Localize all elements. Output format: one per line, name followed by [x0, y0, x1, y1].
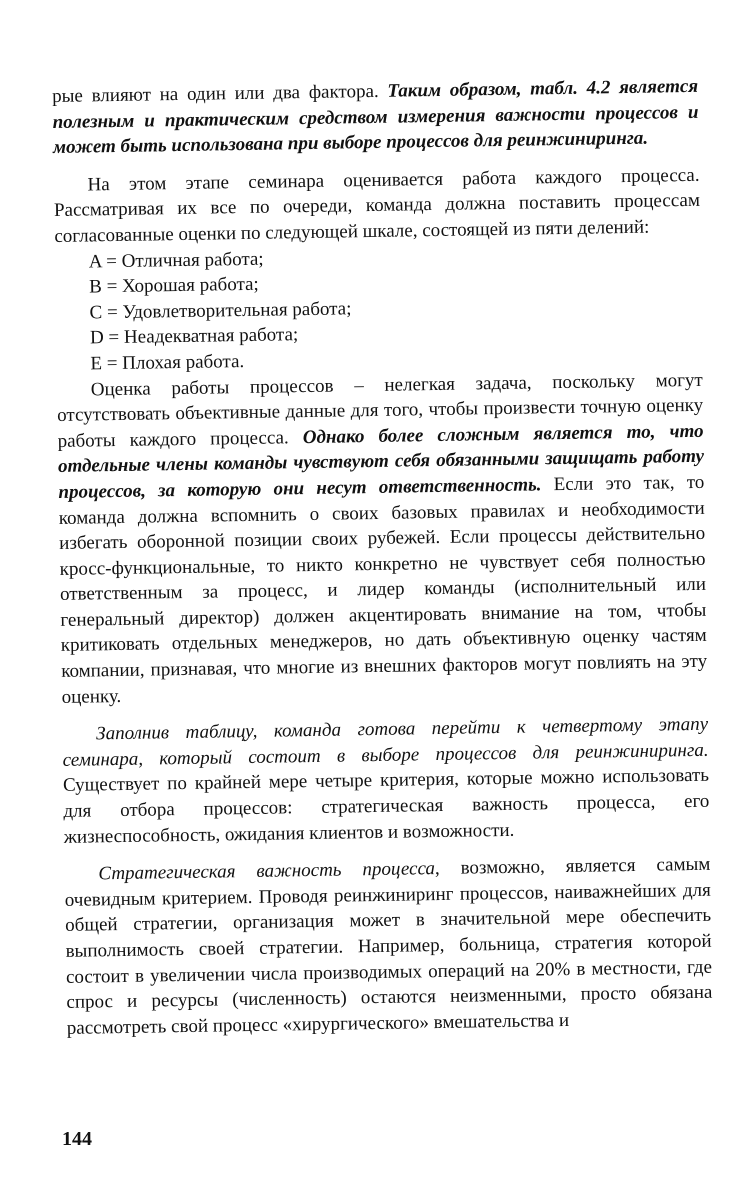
paragraph-strategic-importance: [64, 852, 713, 1041]
rating-scale-item-b: B = Хорошая работа;: [89, 273, 259, 298]
paragraph-3-emphasis: Однако более сложным является то, что отдельные члены команды чувствуют себя обязанными защищать работу процессов, за которую они несут ответственность.: [57, 420, 705, 503]
paragraph-4-emphasis: Заполнив таблицу, команда готова перейти к четвертому этапу семинара, который состоит в выборе процессов для реинжиниринга.: [62, 714, 709, 771]
rating-scale-item-a: A = Отличная работа;: [88, 248, 264, 273]
paragraph-4-text: Существует по крайней мере четыре критерия, которые можно использовать для отбора процессов: стратегическая важность процесса, его жизнеспособность, ожидания клиентов и возможности.: [62, 765, 710, 848]
paragraph-3-text-end: Если это так, то команда должна вспомнить о своих базовых правилах и необходимости избегать оборонной позиции своих рубежей. Если процессы действительно кросс-функциональные, то никто конкретно не чувствует себя полностью ответственным за процесс, и лидер команды (исполнительный или генеральный директор) должен акцентировать внимание на том, чтобы критиковать отдельных менеджеров, но дать объективную оценку частям компании, признавая, что многие из внешних факторов могут повлиять на эту оценку.: [58, 471, 708, 708]
paragraph-1-text: рые влияют на один или два фактора.: [52, 80, 388, 107]
paragraph-evaluation-difficulty: [57, 367, 708, 710]
paragraph-5-emphasis: Стратегическая важность процесса: [98, 858, 436, 885]
rating-scale-list: [55, 239, 703, 377]
paragraph-performance-assessment: [53, 163, 700, 250]
paragraph-selection-stage: [62, 712, 710, 850]
paragraph-continuation: [52, 74, 699, 161]
rating-scale-item-d: D = Неадекватная работа;: [89, 324, 299, 349]
paragraph-1-emphasis: Таким образом, табл. 4.2 является полезным и практическим средством измерения важности процессов и может быть использована при выборе процессов для реинжиниринга.: [52, 75, 699, 159]
rating-scale-item-c: C = Удовлетворительная работа;: [89, 298, 352, 324]
page-number: 144: [62, 1128, 92, 1150]
book-page-text: [52, 74, 713, 1041]
paragraph-5-text: , возможно, является самым очевидным критерием. Проводя реинжиниринг процессов, наиважнейших для общей стратегии, организация может в значительной мере обеспечить выполнимость своей стратегии. Например, больница, стратегия которой состоит в увеличении числа производимых операций на 20% в местности, где спрос и ресурсы (численность) остаются неизменными, просто обязана рассмотреть свой процесс «хирургического» вмешательства и: [64, 853, 713, 1039]
paragraph-2-text: На этом этапе семинара оценивается работа каждого процесса. Рассматривая их все по очереди, команда должна поставить процессам согласованные оценки по следующей шкале, состоящей из пяти делений:: [53, 164, 701, 247]
rating-scale-item-e: E = Плохая работа.: [90, 350, 245, 375]
paragraph-3-text-start: Оценка работы процессов – нелегкая задача, поскольку могут отсутствовать объективные данные для того, чтобы произвести точную оценку работы каждого процесса.: [57, 369, 704, 452]
